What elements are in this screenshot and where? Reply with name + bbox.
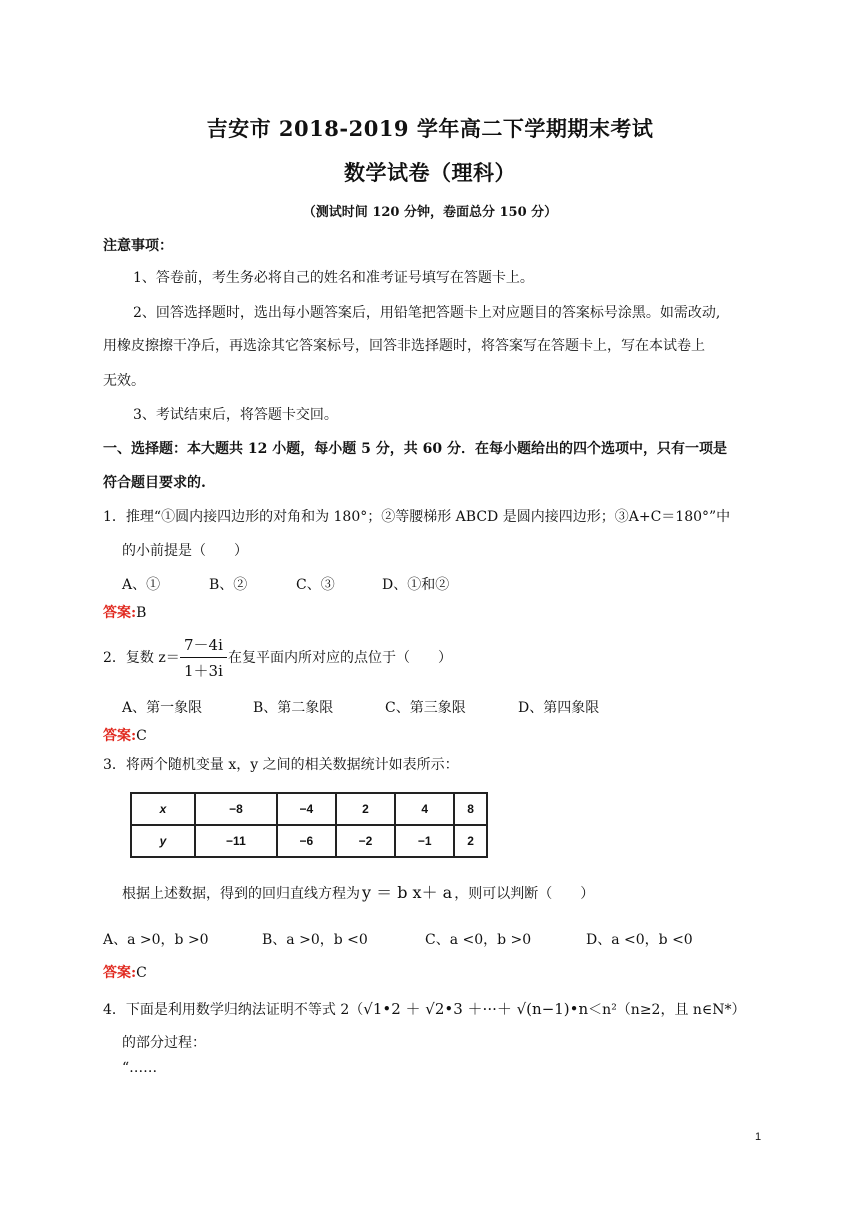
answer-label: 答案: — [103, 965, 137, 981]
note-2-line-3: 无效。 — [103, 373, 145, 389]
section-heading-line-2: 符合题目要求的. — [103, 475, 206, 491]
page-title: 吉安市 2018-2019 学年高二下学期期末考试 — [206, 116, 654, 141]
table-cell: −11 — [195, 825, 277, 857]
q3-option-b: B、a >0，b <0 — [262, 932, 368, 948]
q2-prefix: 2．复数 z＝ — [103, 650, 180, 666]
table-row — [131, 793, 487, 825]
q2-suffix: 在复平面内所对应的点位于（ ） — [228, 650, 452, 666]
table-cell: −1 — [395, 825, 454, 857]
table-cell: −8 — [195, 793, 277, 825]
q2-answer — [103, 725, 147, 745]
q4-stem-line-3: “…… — [122, 1060, 158, 1076]
exam-info: （测试时间 120 分钟，卷面总分 150 分） — [302, 205, 558, 220]
q2-option-c: C、第三象限 — [385, 700, 466, 716]
table-cell: 2 — [454, 825, 487, 857]
q2-numerator: 7－4i — [180, 634, 227, 658]
q3-data-table — [130, 792, 488, 858]
q1-option-c: C、③ — [296, 577, 335, 593]
q2-option-b: B、第二象限 — [253, 700, 334, 716]
q4-stem-line-1 — [103, 998, 746, 1019]
table-cell: x — [131, 793, 195, 825]
q1-stem-line-2: 的小前提是（ ） — [122, 543, 248, 559]
q1-option-a: A、① — [122, 577, 161, 593]
answer-value: C — [136, 965, 147, 981]
q2-denominator: 1＋3i — [184, 662, 223, 680]
answer-label: 答案: — [103, 728, 137, 744]
q4-stem-post: ＜n²（n≥2，且 n∈N*） — [588, 1002, 746, 1018]
table-cell: 8 — [454, 793, 487, 825]
table-cell: y — [131, 825, 195, 857]
table-cell: −2 — [336, 825, 395, 857]
answer-label: 答案: — [103, 605, 137, 621]
note-2-line-1: 2、回答选择题时，选出每小题答案后，用铅笔把答题卡上对应题目的答案标号涂黑。如需改动, — [133, 305, 721, 321]
q3-option-c: C、a <0，b >0 — [425, 932, 532, 948]
note-1: 1、答卷前，考生务必将自己的姓名和准考证号填写在答题卡上。 — [133, 270, 534, 286]
answer-value: C — [136, 728, 147, 744]
section-heading-line-1: 一、选择题：本大题共 12 小题，每小题 5 分，共 60 分．在每小题给出的四个选项中，只有一项是 — [103, 441, 727, 457]
q1-answer — [103, 602, 146, 622]
q3-regression-line — [122, 880, 594, 903]
q2-fraction — [180, 634, 227, 681]
q1-option-d: D、①和② — [382, 577, 450, 593]
q2-option-a: A、第一象限 — [122, 700, 203, 716]
table-cell: −6 — [277, 825, 336, 857]
table-row — [131, 825, 487, 857]
q4-stem-pre: 4．下面是利用数学归纳法证明不等式 2（ — [103, 1002, 364, 1018]
notes-heading: 注意事项： — [103, 238, 173, 254]
q3-regression-eq: y ＝ b x＋ a — [362, 883, 453, 902]
q3-regression-post: ，则可以判断（ ） — [454, 886, 595, 902]
table-cell: 4 — [395, 793, 454, 825]
q3-option-d: D、a <0，b <0 — [586, 932, 693, 948]
q3-answer — [103, 962, 147, 982]
note-2-line-2: 用橡皮擦擦干净后，再选涂其它答案标号，回答非选择题时，将答案写在答题卡上，写在本试卷上 — [103, 338, 705, 354]
page-subtitle: 数学试卷（理科） — [344, 160, 516, 185]
q1-option-b: B、② — [209, 577, 248, 593]
page-number: 1 — [755, 1131, 762, 1143]
q3-stem: 3．将两个随机变量 x，y 之间的相关数据统计如表所示： — [103, 757, 459, 773]
q4-sqrt-expression: √1•2 ＋ √2•3 ＋···＋ √(n−1)•n — [363, 1000, 589, 1018]
q3-regression-pre: 根据上述数据，得到的回归直线方程为 — [122, 886, 360, 902]
q3-option-a: A、a >0，b >0 — [103, 932, 209, 948]
q2-option-d: D、第四象限 — [518, 700, 600, 716]
answer-value: B — [136, 605, 147, 621]
table-cell: 2 — [336, 793, 395, 825]
table-cell: −4 — [277, 793, 336, 825]
q4-stem-line-2: 的部分过程： — [122, 1035, 206, 1051]
note-3: 3、考试结束后，将答题卡交回。 — [133, 407, 338, 423]
q1-stem-line-1: 1．推理“①圆内接四边形的对角和为 180°；②等腰梯形 ABCD 是圆内接四边形；③A+C＝180°”中 — [103, 509, 731, 525]
